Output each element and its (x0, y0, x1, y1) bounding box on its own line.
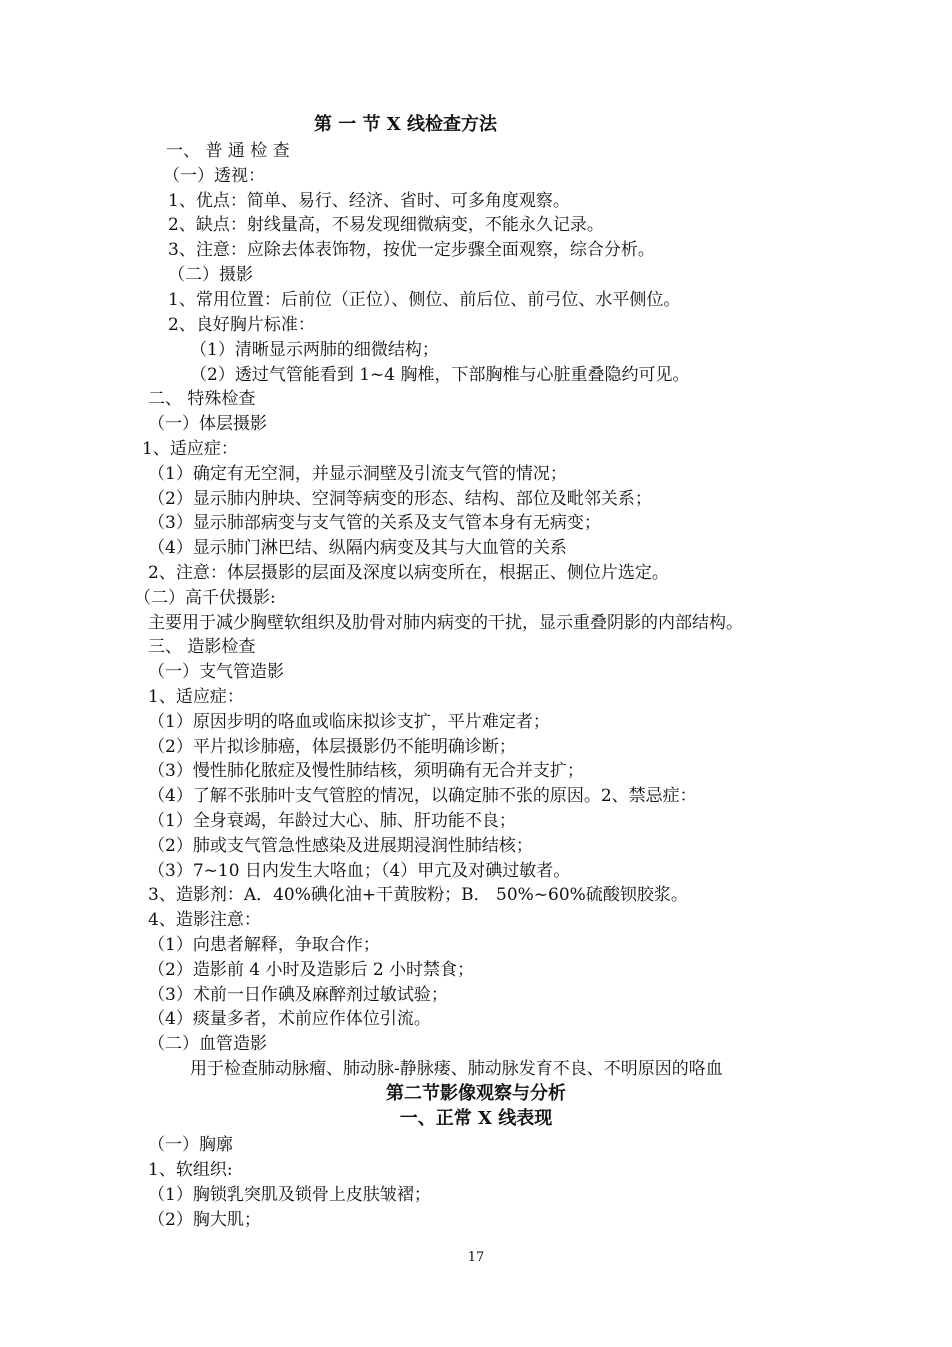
subheading-fluoroscopy: （一）透视： (163, 166, 265, 186)
subheading-bronchography: （一）支气管造影 (148, 662, 284, 682)
text-line: （4）了解不张肺叶支气管腔的情况，以确定肺不张的原因。2、禁忌症： (148, 786, 697, 806)
text-line: 1、优点：简单、易行、经济、省时、可多角度观察。 (168, 191, 570, 211)
text-line: 2、良好胸片标准： (168, 315, 315, 335)
section2-subtitle: 一、正常 X 线表现 (399, 1108, 553, 1129)
text-line: 2、注意：体层摄影的层面及深度以病变所在，根据正、侧位片选定。 (148, 563, 669, 583)
text-line: 主要用于减少胸壁软组织及肋骨对肺内病变的干扰，显示重叠阴影的内部结构。 (148, 613, 743, 633)
text-line: 2、缺点：射线量高，不易发现细微病变，不能永久记录。 (168, 215, 604, 235)
text-line: （1）清晰显示两肺的细微结构； (190, 340, 439, 360)
text-line: （1）全身衰竭，年龄过大心、肺、肝功能不良； (148, 811, 516, 831)
text-line: （1）向患者解释，争取合作； (148, 935, 380, 955)
text-line: （3）术前一日作碘及麻醉剂过敏试验； (148, 985, 448, 1005)
subheading-high-kv: （二）高千伏摄影: (134, 588, 276, 608)
text-line: （2）透过气管能看到 1~4 胸椎，下部胸椎与心脏重叠隐约可见。 (190, 365, 690, 385)
text-line: （3）7~10 日内发生大咯血；（4）甲亢及对碘过敏者。 (148, 861, 571, 881)
text-line: 1、软组织: (148, 1160, 233, 1180)
section1-title: 第 一 节 X 线检查方法 (314, 114, 498, 135)
text-line: （2）显示肺内肿块、空洞等病变的形态、结构、部位及毗邻关系； (148, 489, 652, 509)
heading-special-exam: 二、 特殊检查 (148, 389, 256, 409)
text-line: 用于检查肺动脉瘤、肺动脉-静脉瘘、肺动脉发育不良、不明原因的咯血 (190, 1059, 723, 1079)
text-line: 1、适应症： (142, 439, 238, 459)
text-line: （1）确定有无空洞，并显示洞壁及引流支气管的情况； (148, 464, 567, 484)
subheading-radiography: （二）摄影 (168, 265, 253, 285)
heading-general-exam: 一、 普 通 检 查 (166, 141, 290, 161)
text-line: （4）痰量多者，术前应作体位引流。 (148, 1009, 431, 1029)
text-line: （4）显示肺门淋巴结、纵隔内病变及其与大血管的关系 (148, 538, 567, 558)
text-line: （2）造影前 4 小时及造影后 2 小时禁食； (148, 960, 475, 980)
text-line: （2）胸大肌； (148, 1210, 261, 1230)
text-line: （2）平片拟诊肺癌，体层摄影仍不能明确诊断； (148, 737, 516, 757)
text-line: （1）胸锁乳突肌及锁骨上皮肤皱褶； (148, 1185, 431, 1205)
heading-contrast-exam: 三、 造影检查 (148, 637, 256, 657)
subheading-angiography: （二）血管造影 (148, 1034, 267, 1054)
text-line: （1）原因步明的咯血或临床拟诊支扩，平片难定者； (148, 712, 550, 732)
text-line: （3）慢性肺化脓症及慢性肺结核，须明确有无合并支扩； (148, 761, 584, 781)
subheading-thorax: （一）胸廓 (148, 1135, 233, 1155)
text-line: 4、造影注意： (148, 910, 261, 930)
text-line: 1、适应症： (148, 687, 244, 707)
text-line: （2）肺或支气管急性感染及进展期浸润性肺结核； (148, 836, 533, 856)
section2-title: 第二节影像观察与分析 (386, 1083, 566, 1104)
text-line: 1、常用位置：后前位（正位）、侧位、前后位、前弓位、水平侧位。 (168, 290, 681, 310)
text-line: 3、注意：应除去体表饰物，按优一定步骤全面观察，综合分析。 (168, 240, 655, 260)
page-number: 17 (467, 1250, 485, 1265)
subheading-tomography: （一）体层摄影 (148, 414, 267, 434)
text-line: （3）显示肺部病变与支气管的关系及支气管本身有无病变； (148, 513, 601, 533)
text-line: 3、造影剂：A．40%碘化油+干黄胺粉；B． 50%~60%硫酸钡胶浆。 (148, 885, 688, 905)
